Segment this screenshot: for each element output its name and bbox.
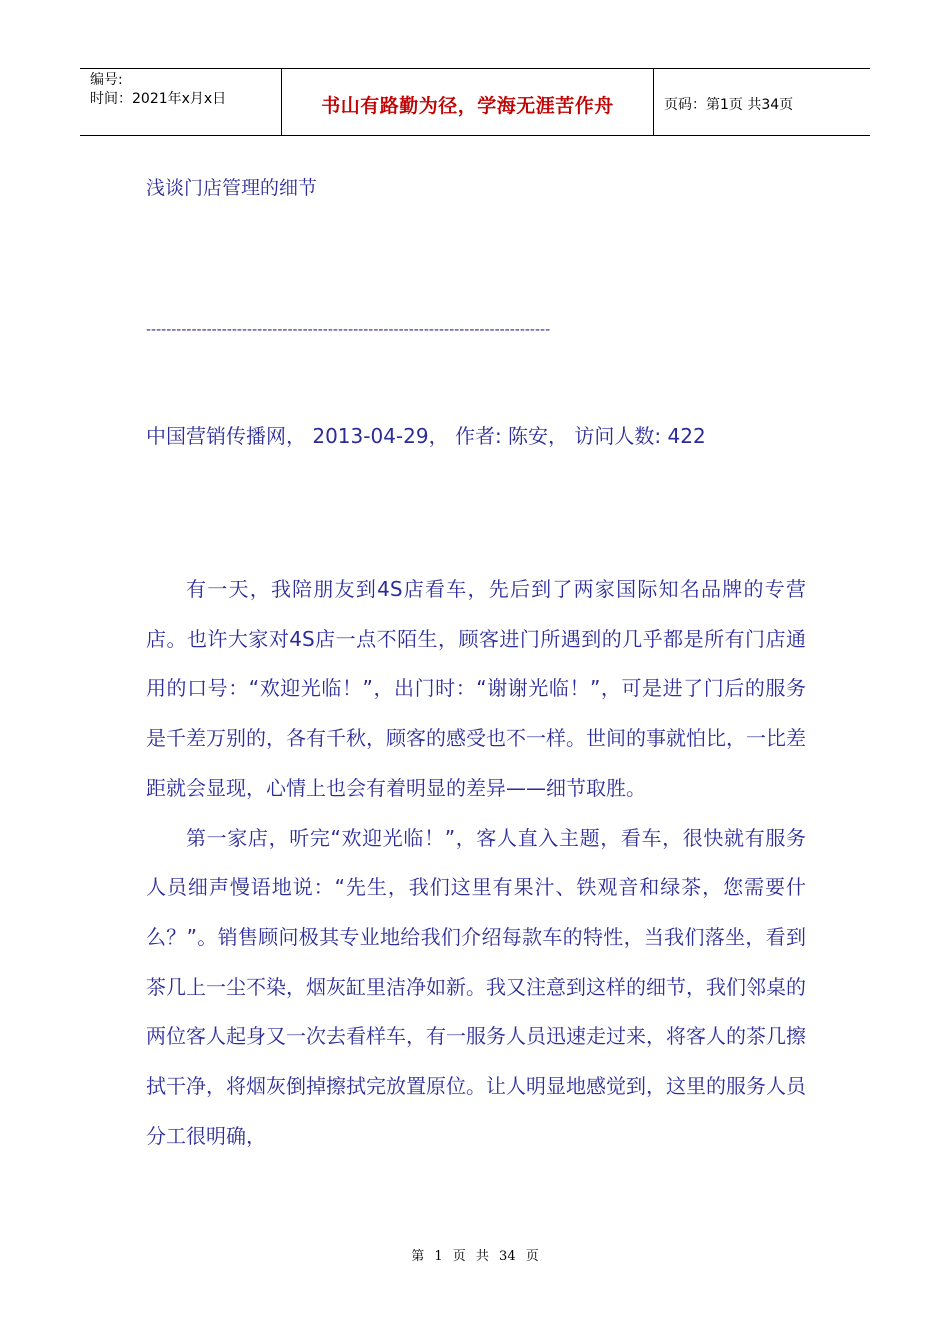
time-label: 时间：2021年x月x日: [90, 91, 227, 107]
page-footer: 第 1 页 共 34 页: [411, 1249, 539, 1264]
article-title: 浅谈门店管理的细节: [146, 177, 318, 199]
header-page-label: 页码：第1页 共34页: [664, 97, 794, 113]
header-meta-cell: [80, 69, 282, 135]
document-header: [80, 68, 870, 136]
header-page-cell: [654, 69, 870, 135]
header-motto-cell: [282, 69, 654, 135]
article-source-line: 中国营销传播网， 2013-04-29， 作者: 陈安， 访问人数: 422: [146, 424, 706, 448]
paragraph: 有一天，我陪朋友到4S店看车，先后到了两家国际知名品牌的专营店。也许大家对4S店一点不陌生，顾客进门所遇到的几乎都是所有门店通用的口号：“欢迎光临！”，出门时：“谢谢光临！”，可是进了门后的服务是千差万别的，各有千秋，顾客的感受也不一样。世间的事就怕比，一比差距就会显现，心情上也会有着明显的差异——细节取胜。: [146, 577, 806, 800]
article-body: [146, 565, 806, 1161]
number-label: 编号:: [90, 72, 123, 88]
separator-line: --------------------------------------------------------------------------------: [146, 322, 551, 338]
paragraph: 第一家店，听完“欢迎光临！”，客人直入主题，看车，很快就有服务人员细声慢语地说：“先生，我们这里有果汁、铁观音和绿茶，您需要什么？”。销售顾问极其专业地给我们介绍每款车的特性，当我们落坐，看到茶几上一尘不染，烟灰缸里洁净如新。我又注意到这样的细节，我们邻桌的两位客人起身又一次去看样车，有一服务人员迅速走过来，将客人的茶几擦拭干净，将烟灰倒掉擦拭完放置原位。让人明显地感觉到，这里的服务人员分工很明确，: [146, 825, 806, 1148]
header-motto: 书山有路勤为径，学海无涯苦作舟: [321, 94, 614, 117]
